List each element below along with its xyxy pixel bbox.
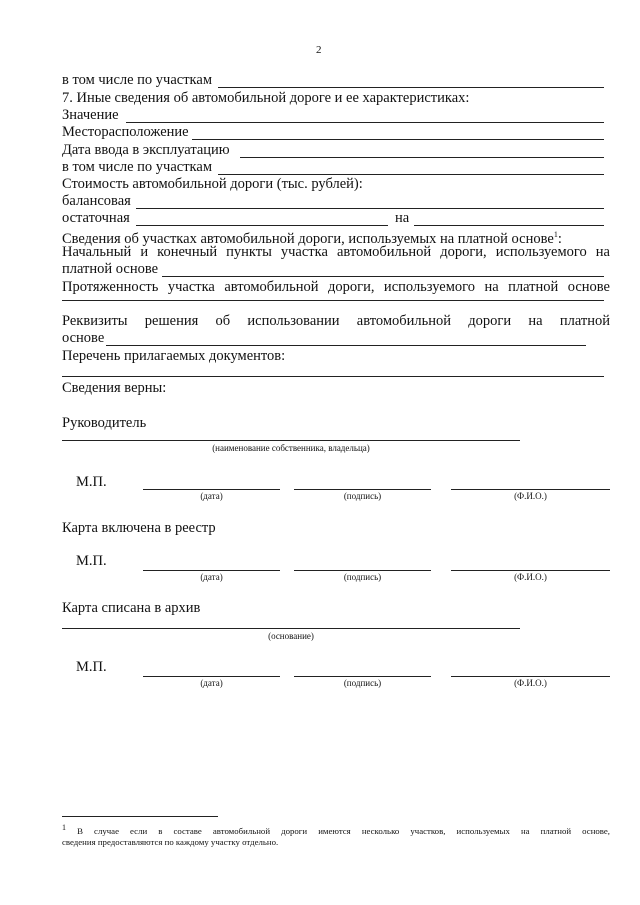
start-end-points-label-2: платной основе <box>62 261 159 277</box>
basis-field[interactable] <box>62 628 520 629</box>
commission-date-field[interactable] <box>240 157 604 158</box>
toll-sections-heading: Сведения об участках автомобильной дороги, используемых на платной основе$^1$: <box>62 230 562 247</box>
signature-caption-3: (подпись) <box>343 678 382 688</box>
archived-label: Карта списана в архив <box>62 600 201 616</box>
owner-name-caption: (наименование собственника, владельца) <box>212 443 370 453</box>
signature-field-1[interactable] <box>294 489 431 490</box>
head-label: Руководитель <box>62 415 147 431</box>
date-field-1[interactable] <box>143 489 280 490</box>
signature-field-2[interactable] <box>294 570 431 571</box>
decision-details-label: Реквизиты решения об использовании автомобильной дороги на платной <box>62 313 610 329</box>
value-field[interactable] <box>126 122 604 123</box>
by-sections-field[interactable] <box>218 87 604 88</box>
start-end-points-field[interactable] <box>162 276 604 277</box>
signature-caption-1: (подпись) <box>343 491 382 501</box>
basis-caption: (основание) <box>268 631 314 641</box>
footnote-line-1: $^1$ В случае если в составе автомобильной дороги имеются несколько участков, используемых на платной основе, <box>62 823 610 836</box>
by-sections-label: в том числе по участкам <box>62 72 212 88</box>
residual-value-field[interactable] <box>136 225 388 226</box>
footnote-separator <box>62 816 218 817</box>
decision-details-label-2: основе <box>62 330 105 346</box>
value-label: Значение <box>62 107 119 123</box>
location-label: Месторасположение <box>62 124 189 140</box>
page-number: 2 <box>316 44 322 56</box>
owner-name-field[interactable] <box>62 440 520 441</box>
decision-details-field[interactable] <box>106 345 586 346</box>
section-length-field[interactable] <box>62 300 604 301</box>
commission-date-label: Дата ввода в эксплуатацию <box>62 142 230 158</box>
fio-caption-3: (Ф.И.О.) <box>514 678 547 688</box>
stamp-label-3: М.П. <box>76 659 107 675</box>
signature-caption-2: (подпись) <box>343 572 382 582</box>
date-caption-1: (дата) <box>200 491 223 501</box>
date-caption-2: (дата) <box>200 572 223 582</box>
as-of-date-field[interactable] <box>414 225 604 226</box>
by-sections-label-2: в том числе по участкам <box>62 159 212 175</box>
included-in-registry-label: Карта включена в реестр <box>62 520 216 536</box>
location-field[interactable] <box>192 139 604 140</box>
book-value-field[interactable] <box>136 208 604 209</box>
as-of-label: на <box>395 210 410 226</box>
start-end-points-label: Начальный и конечный пункты участка автомобильной дороги, используемого на <box>62 244 610 260</box>
section-length-label: Протяженность участка автомобильной дороги, используемого на платной основе <box>62 279 610 295</box>
fio-field-3[interactable] <box>451 676 610 677</box>
footnote-line-2: сведения предоставляются по каждому участку отдельно. <box>62 837 279 847</box>
residual-value-label: остаточная <box>62 210 130 226</box>
footnote-ref: 1 <box>553 230 558 239</box>
stamp-label-1: М.П. <box>76 474 107 490</box>
stamp-label-2: М.П. <box>76 553 107 569</box>
date-field-3[interactable] <box>143 676 280 677</box>
fio-caption-1: (Ф.И.О.) <box>514 491 547 501</box>
attached-documents-field[interactable] <box>62 376 604 377</box>
book-value-label: балансовая <box>62 193 131 209</box>
fio-field-2[interactable] <box>451 570 610 571</box>
footnote-mark: 1 <box>62 823 66 832</box>
date-field-2[interactable] <box>143 570 280 571</box>
attached-documents-label: Перечень прилагаемых документов: <box>62 348 286 364</box>
section-7-heading: 7. Иные сведения об автомобильной дороге и ее характеристиках: <box>62 90 470 106</box>
confirmation-label: Сведения верны: <box>62 380 167 396</box>
fio-field-1[interactable] <box>451 489 610 490</box>
road-cost-heading: Стоимость автомобильной дороги (тыс. рублей): <box>62 176 363 192</box>
fio-caption-2: (Ф.И.О.) <box>514 572 547 582</box>
signature-field-3[interactable] <box>294 676 431 677</box>
by-sections-field-2[interactable] <box>218 174 604 175</box>
date-caption-3: (дата) <box>200 678 223 688</box>
